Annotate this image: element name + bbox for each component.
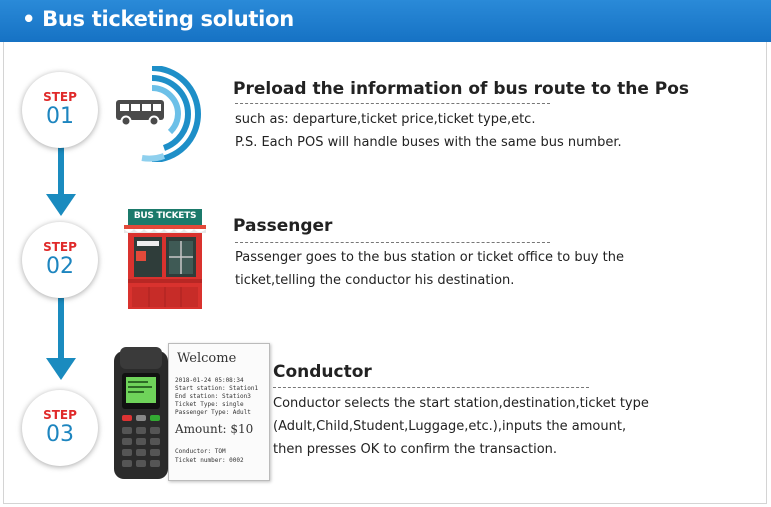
header-bar (0, 0, 771, 42)
description-line: such as: departure,ticket price,ticket type,etc. (235, 112, 536, 127)
divider (235, 103, 550, 104)
printed-receipt (168, 343, 270, 481)
divider (273, 387, 589, 388)
booth-sign-label: BUS TICKETS (133, 211, 197, 221)
receipt-end-station: End station: Station3 (175, 393, 251, 400)
receipt-amount: Amount: $10 (175, 422, 254, 436)
timeline-connector-1 (58, 140, 64, 196)
arrow-down-icon (46, 358, 76, 380)
description-line: Passenger goes to the bus station or ticket office to buy the (235, 250, 624, 265)
description-line: then presses OK to confirm the transaction. (273, 442, 558, 457)
step-number: 02 (46, 254, 74, 279)
description-line: ticket,telling the conductor his destination. (235, 273, 515, 288)
description-line: Conductor selects the start station,destination,ticket type (273, 396, 649, 411)
step-3-description (273, 392, 649, 461)
receipt-passenger-type: Passenger Type: Adult (175, 409, 251, 416)
pos-terminal-icon (110, 345, 172, 480)
receipt-datetime: 2018-01-24 05:08:34 (175, 377, 244, 384)
step-number: 01 (46, 104, 74, 129)
step-label: STEP (43, 240, 77, 254)
receipt-conductor: Conductor: TOM (175, 448, 226, 455)
step-number: 03 (46, 422, 74, 447)
page-title: • Bus ticketing solution (22, 7, 294, 31)
step-badge-3 (22, 390, 98, 466)
step-badge-1 (22, 72, 98, 148)
step-2-title: Passenger (233, 216, 333, 236)
timeline-connector-2 (58, 298, 64, 360)
receipt-welcome: Welcome (177, 351, 237, 366)
step-2-description (235, 246, 624, 292)
arrow-down-icon (46, 194, 76, 216)
step-label: STEP (43, 90, 77, 104)
step-3-title: Conductor (273, 362, 372, 382)
description-line: P.S. Each POS will handle buses with the same bus number. (235, 135, 622, 150)
description-line: (Adult,Child,Student,Luggage,etc.),inputs the amount, (273, 419, 627, 434)
receipt-ticket-number: Ticket number: 0002 (175, 457, 244, 464)
receipt-ticket-type: Ticket Type: single (175, 401, 244, 408)
step-badge-2 (22, 222, 98, 298)
bus-icon (112, 66, 212, 162)
step-label: STEP (43, 408, 77, 422)
step-1-description (235, 108, 622, 154)
step-1-title: Preload the information of bus route to the Pos (233, 79, 690, 99)
divider (235, 242, 550, 243)
ticket-booth-icon (122, 203, 208, 309)
receipt-start-station: Start station: Station1 (175, 385, 259, 392)
